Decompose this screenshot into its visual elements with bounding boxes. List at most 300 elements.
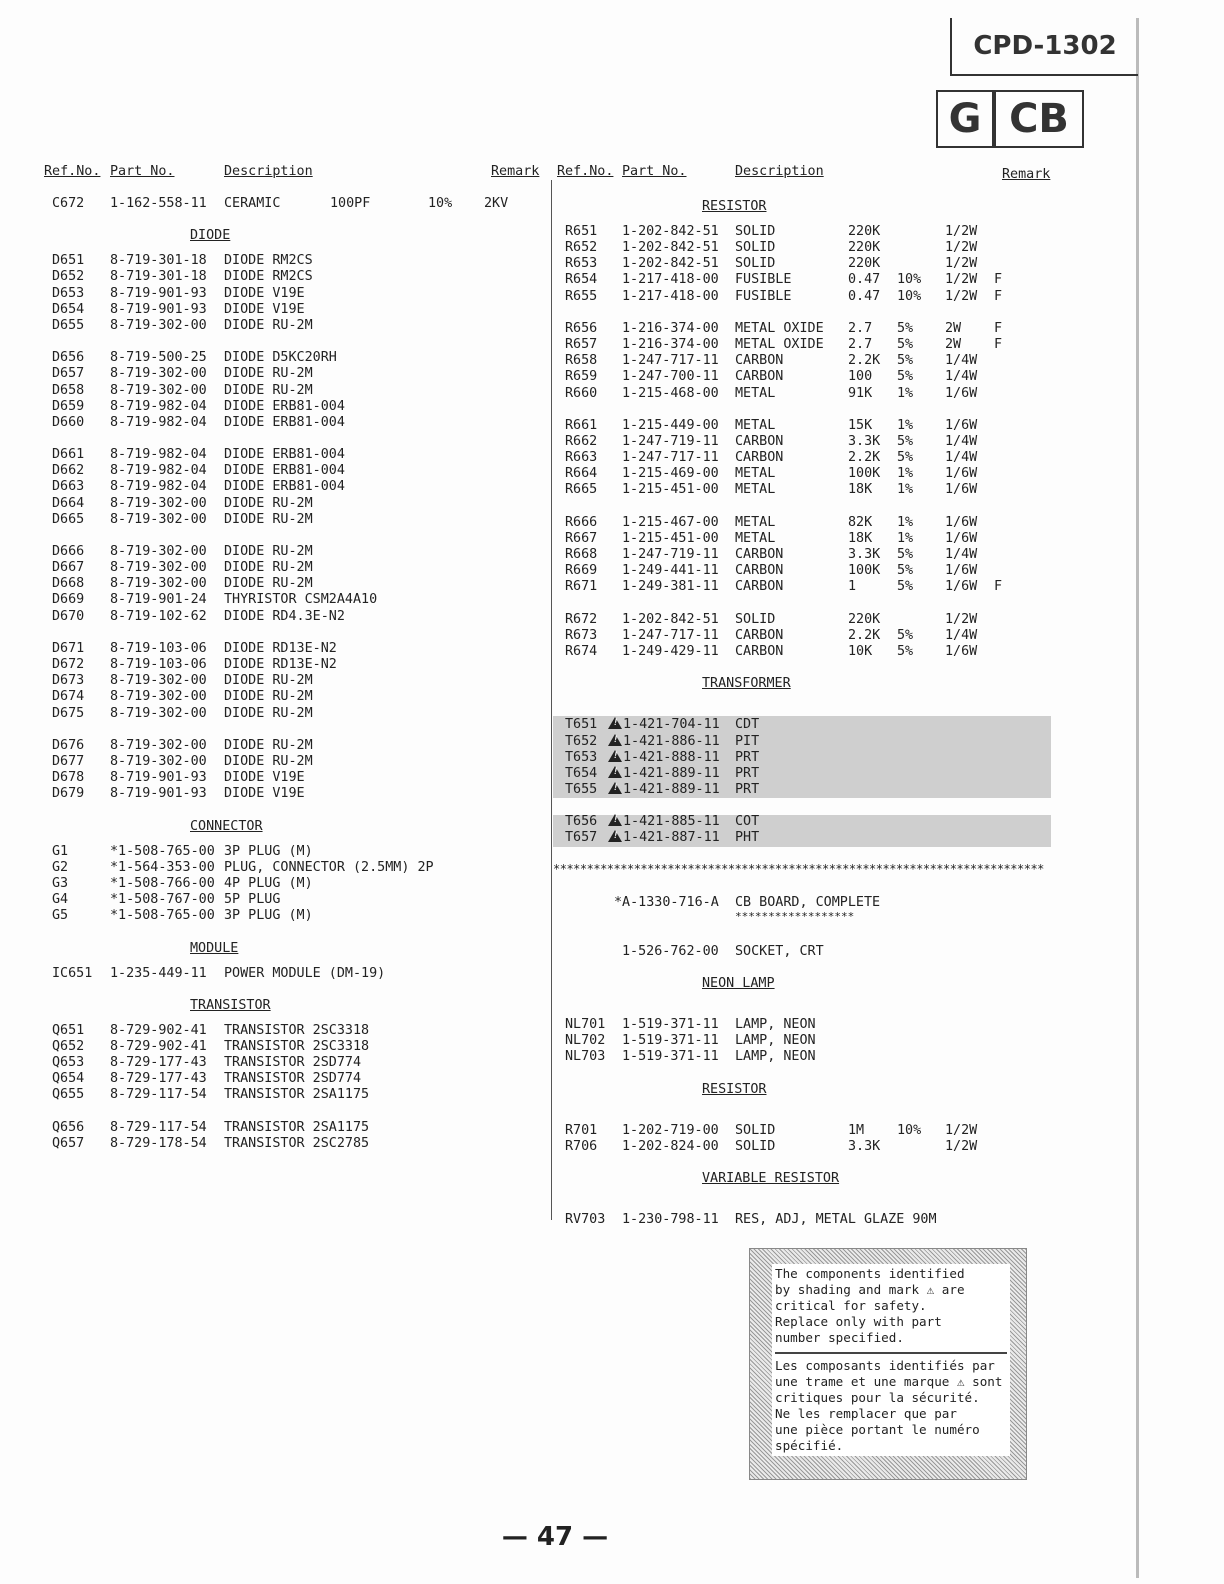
ref-no: D662 (52, 463, 85, 479)
description: TRANSISTOR 2SA1175 (224, 1087, 370, 1103)
part-number (608, 717, 720, 733)
remark: F (994, 579, 1003, 595)
ref-no: D668 (52, 576, 85, 592)
part-number: 8-729-177-43 (110, 1071, 207, 1087)
separator-line: ************************************************************************* (553, 862, 1044, 876)
description: CARBON (735, 433, 784, 449)
description: LAMP, NEON (735, 1016, 816, 1032)
description: DIODE RU-2M (224, 560, 313, 576)
rating: 1/6W (945, 482, 978, 498)
ref-no: R673 (565, 627, 598, 643)
description: CARBON (735, 450, 784, 466)
tolerance: 10% (897, 288, 922, 304)
col-desc-right: Description (735, 164, 824, 179)
ref-no: D671 (52, 640, 85, 656)
tolerance: 5% (897, 563, 914, 579)
part-number: 1-519-371-11 (622, 1033, 719, 1049)
description: 4P PLUG (M) (224, 875, 313, 891)
ref-no: T657 (565, 830, 598, 846)
value: 82K (848, 514, 873, 530)
description: TRANSISTOR 2SC2785 (224, 1135, 370, 1151)
description: DIODE RU-2M (224, 673, 313, 689)
description: 3P PLUG (M) (224, 843, 313, 859)
ref-no: D666 (52, 544, 85, 560)
description: PIT (735, 733, 760, 749)
description: METAL (735, 482, 776, 498)
ref-no: Q651 (52, 1022, 85, 1038)
part-number: 1-202-842-51 (622, 240, 719, 256)
ref-no: D673 (52, 673, 85, 689)
col-remark-left: Remark (491, 164, 540, 179)
ref-no: D664 (52, 495, 85, 511)
part-number: 1-247-700-11 (622, 369, 719, 385)
ref-no: R665 (565, 482, 598, 498)
description: DIODE RU-2M (224, 705, 313, 721)
description: PRT (735, 749, 760, 765)
description: DIODE ERB81-004 (224, 447, 345, 463)
rating: 1/6W (945, 530, 978, 546)
ref-no: D674 (52, 689, 85, 705)
part-number: 8-719-982-04 (110, 398, 207, 414)
description: PRT (735, 765, 760, 781)
value: 220K (848, 224, 881, 240)
part-number: 1-202-842-51 (622, 224, 719, 240)
description: CB BOARD, COMPLETE (735, 895, 881, 911)
tolerance: 5% (897, 547, 914, 563)
value: 3.3K (848, 1138, 881, 1154)
ref-no: D670 (52, 608, 85, 624)
part-number: 1-202-824-00 (622, 1138, 719, 1154)
ref-no: D672 (52, 657, 85, 673)
part-number: 8-719-302-00 (110, 673, 207, 689)
ref-no: IC651 (52, 965, 93, 981)
value: 2.2K (848, 450, 881, 466)
col-desc-left: Description (224, 164, 313, 179)
part-number: 8-719-500-25 (110, 350, 207, 366)
description: METAL (735, 514, 776, 530)
description: POWER MODULE (DM-19) (224, 965, 386, 981)
description: DIODE RU-2M (224, 753, 313, 769)
ref-no: D660 (52, 414, 85, 430)
description: DIODE RU-2M (224, 576, 313, 592)
description: DIODE RU-2M (224, 382, 313, 398)
description: SOLID (735, 256, 776, 272)
ref-no: D652 (52, 269, 85, 285)
value: 2.2K (848, 627, 881, 643)
description: SOLID (735, 611, 776, 627)
rating: 1/2W (945, 611, 978, 627)
part-number: 1-247-717-11 (622, 627, 719, 643)
part-number: 1-249-429-11 (622, 643, 719, 659)
ref-no: R658 (565, 353, 598, 369)
part-number: 1-235-449-11 (110, 965, 207, 981)
ref-no: D677 (52, 753, 85, 769)
part-number: 1-215-451-00 (622, 482, 719, 498)
description: CARBON (735, 369, 784, 385)
part-number: *1-508-766-00 (110, 875, 215, 891)
description: CERAMIC (224, 196, 281, 211)
description: SOLID (735, 224, 776, 240)
description: METAL OXIDE (735, 337, 824, 353)
safety-warning-icon (608, 766, 622, 778)
rating: 1/6W (945, 579, 978, 595)
ref-no: G5 (52, 908, 69, 924)
rating: 1/2W (945, 1122, 978, 1138)
board-label-g: G (936, 90, 994, 148)
ref-no: R701 (565, 1122, 598, 1138)
ref-no: D657 (52, 366, 85, 382)
description: DIODE RU-2M (224, 511, 313, 527)
description: DIODE ERB81-004 (224, 479, 345, 495)
description: DIODE D5KC20RH (224, 350, 337, 366)
ref-no: R666 (565, 514, 598, 530)
description: DIODE RD13E-N2 (224, 657, 337, 673)
ref-no: R659 (565, 369, 598, 385)
section-heading: MODULE (190, 940, 239, 956)
rating: 1/4W (945, 547, 978, 563)
safety-note-fr: Les composants identifiés par une trame et une marque ⚠ sont critiques pour la sécurité. Ne les remplacer que par une pièce portant le numéro spécifié. (775, 1352, 1007, 1454)
section-heading: RESISTOR (702, 1081, 767, 1097)
part-number: 8-719-901-93 (110, 770, 207, 786)
section-heading: RESISTOR (702, 199, 767, 214)
part-number: 1-526-762-00 (622, 943, 719, 959)
part-number: 1-519-371-11 (622, 1049, 719, 1065)
rating: 2W (945, 337, 962, 353)
part-number: 1-247-717-11 (622, 450, 719, 466)
ref-no: R657 (565, 337, 598, 353)
description: METAL (735, 385, 776, 401)
part-number: 8-719-302-00 (110, 317, 207, 333)
description: DIODE ERB81-004 (224, 463, 345, 479)
tolerance: 1% (897, 385, 914, 401)
description: METAL (735, 417, 776, 433)
description: CARBON (735, 643, 784, 659)
part-number: 1-519-371-11 (622, 1016, 719, 1032)
tolerance: 1% (897, 417, 914, 433)
part-number-text: 1-421-889-11 (623, 782, 720, 797)
part-number: 8-719-982-04 (110, 479, 207, 495)
remark: F (994, 337, 1003, 353)
description: 3P PLUG (M) (224, 908, 313, 924)
description: LAMP, NEON (735, 1033, 816, 1049)
description: PRT (735, 782, 760, 797)
description: CARBON (735, 627, 784, 643)
description: DIODE RU-2M (224, 737, 313, 753)
tolerance: 1% (897, 514, 914, 530)
rating: 1/4W (945, 353, 978, 369)
part-number: 8-719-103-06 (110, 657, 207, 673)
ref-no: R654 (565, 272, 598, 288)
part-number: 8-719-302-00 (110, 576, 207, 592)
rating: 1/4W (945, 369, 978, 385)
part-number: 1-215-451-00 (622, 530, 719, 546)
ref-no: D661 (52, 447, 85, 463)
part-number: 1-247-719-11 (622, 547, 719, 563)
part-number-text: 1-421-886-11 (623, 733, 720, 749)
part-number: 1-202-719-00 (622, 1122, 719, 1138)
part-number (608, 830, 720, 846)
value: 100 (848, 369, 873, 385)
part-number: 1-202-842-51 (622, 256, 719, 272)
description: DIODE V19E (224, 770, 305, 786)
rating: 1/6W (945, 417, 978, 433)
part-number: 1-249-381-11 (622, 579, 719, 595)
ref-no: R655 (565, 288, 598, 304)
section-heading: DIODE (190, 228, 231, 244)
part-number: 8-719-302-00 (110, 753, 207, 769)
description: SOCKET, CRT (735, 943, 824, 959)
value: 3.3K (848, 547, 881, 563)
part-number: 8-719-102-62 (110, 608, 207, 624)
value: 1 (848, 579, 857, 595)
description: CARBON (735, 579, 784, 595)
value: 2.7 (848, 320, 873, 336)
value: 220K (848, 256, 881, 272)
part-number: 1-162-558-11 (110, 196, 207, 211)
description: DIODE RU-2M (224, 366, 313, 382)
page-edge (1136, 18, 1139, 1578)
safety-warning-icon (608, 750, 622, 762)
ref-no: R651 (565, 224, 598, 240)
safety-warning-icon (608, 814, 622, 826)
ref-no: G3 (52, 875, 69, 891)
ref-no: R667 (565, 530, 598, 546)
col-part-right: Part No. (622, 164, 687, 179)
tolerance: 5% (897, 353, 914, 369)
description: CDT (735, 717, 760, 733)
ref-no: D656 (52, 350, 85, 366)
rating: 2W (945, 320, 962, 336)
part-number-text: 1-421-888-11 (623, 749, 720, 765)
ref-no: R662 (565, 433, 598, 449)
model-number: CPD-1302 (950, 18, 1138, 76)
description: SOLID (735, 1138, 776, 1154)
value: 91K (848, 385, 873, 401)
part-number: 8-719-901-93 (110, 786, 207, 802)
ref-no: D663 (52, 479, 85, 495)
description: RES, ADJ, METAL GLAZE 90M (735, 1212, 937, 1228)
description: PLUG, CONNECTOR (2.5MM) 2P (224, 859, 434, 875)
safety-note-en: The components identified by shading and mark ⚠ are critical for safety. Replace only with part number specified. (775, 1266, 965, 1345)
part-number: *1-508-765-00 (110, 908, 215, 924)
description: DIODE V19E (224, 301, 305, 317)
part-number: 8-719-302-00 (110, 544, 207, 560)
rating: 1/4W (945, 433, 978, 449)
description: DIODE V19E (224, 285, 305, 301)
tolerance: 10% (897, 272, 922, 288)
part-number: 8-719-301-18 (110, 269, 207, 285)
part-number: 8-719-982-04 (110, 414, 207, 430)
ref-no: T656 (565, 814, 598, 830)
value: 18K (848, 482, 873, 498)
ref-no: D653 (52, 285, 85, 301)
part-number: 1-247-717-11 (622, 353, 719, 369)
ref-no: C672 (52, 196, 85, 211)
ref-no: T652 (565, 733, 598, 749)
ref-no: Q657 (52, 1135, 85, 1151)
part-number: 1-216-374-00 (622, 337, 719, 353)
description: 5P PLUG (224, 892, 281, 908)
ref-no: R663 (565, 450, 598, 466)
description: TRANSISTOR 2SA1175 (224, 1119, 370, 1135)
rating: 1/4W (945, 450, 978, 466)
part-number: 8-719-901-93 (110, 301, 207, 317)
description: DIODE RD4.3E-N2 (224, 608, 345, 624)
part-number: 8-719-103-06 (110, 640, 207, 656)
tolerance: 1% (897, 466, 914, 482)
ref-no: D659 (52, 398, 85, 414)
part-number: 8-729-177-43 (110, 1055, 207, 1071)
rating: 1/2W (945, 256, 978, 272)
rating: 1/2W (945, 288, 978, 304)
part-number: 8-719-901-93 (110, 285, 207, 301)
part-number: 1-249-441-11 (622, 563, 719, 579)
description: PHT (735, 830, 760, 846)
description: DIODE ERB81-004 (224, 398, 345, 414)
page-number: — 47 — (501, 1522, 609, 1552)
part-number: 8-719-982-04 (110, 447, 207, 463)
part-number: 1-215-467-00 (622, 514, 719, 530)
ref-no: D651 (52, 253, 85, 269)
ref-no: G4 (52, 892, 69, 908)
value: 100K (848, 466, 881, 482)
tolerance: 10% (897, 1122, 922, 1138)
ref-no: R653 (565, 256, 598, 272)
description: COT (735, 814, 760, 830)
description: THYRISTOR CSM2A4A10 (224, 592, 378, 608)
ref-no: R664 (565, 466, 598, 482)
ref-no: R706 (565, 1138, 598, 1154)
rating: 1/6W (945, 385, 978, 401)
safety-warning-icon (608, 782, 622, 794)
value: 1M (848, 1122, 865, 1138)
description: TRANSISTOR 2SC3318 (224, 1022, 370, 1038)
part-number: 1-217-418-00 (622, 288, 719, 304)
part-number: 8-729-117-54 (110, 1087, 207, 1103)
ref-no: D667 (52, 560, 85, 576)
tolerance: 5% (897, 579, 914, 595)
ref-no: D655 (52, 317, 85, 333)
description: DIODE RU-2M (224, 689, 313, 705)
remark: F (994, 272, 1003, 288)
description: DIODE RU-2M (224, 495, 313, 511)
description: DIODE ERB81-004 (224, 414, 345, 430)
part-number: *1-508-767-00 (110, 892, 215, 908)
ref-no: NL702 (565, 1033, 606, 1049)
column-divider (551, 180, 552, 1220)
part-number-text: 1-421-704-11 (623, 717, 720, 733)
ref-no: T651 (565, 717, 598, 733)
part-number: 1-215-468-00 (622, 385, 719, 401)
rating: 1/6W (945, 643, 978, 659)
ref-no: R660 (565, 385, 598, 401)
rating: 1/6W (945, 466, 978, 482)
description: METAL OXIDE (735, 320, 824, 336)
ref-no: R668 (565, 547, 598, 563)
board-label-cb: CB (994, 90, 1084, 148)
tolerance: 5% (897, 643, 914, 659)
safety-warning-icon (608, 830, 622, 842)
description: DIODE RM2CS (224, 269, 313, 285)
description: TRANSISTOR 2SC3318 (224, 1039, 370, 1055)
description: SOLID (735, 240, 776, 256)
description: FUSIBLE (735, 288, 792, 304)
part-number: 8-729-902-41 (110, 1022, 207, 1038)
part-number: 1-217-418-00 (622, 272, 719, 288)
value: 18K (848, 530, 873, 546)
part-number: *A-1330-716-A (614, 895, 719, 911)
ref-no: G2 (52, 859, 69, 875)
description: SOLID (735, 1122, 776, 1138)
part-number: 8-719-302-00 (110, 705, 207, 721)
col-ref-left: Ref.No. (44, 164, 101, 179)
part-number: 8-719-302-00 (110, 366, 207, 382)
rating: 1/4W (945, 627, 978, 643)
part-number (608, 766, 720, 782)
ref-no: R674 (565, 643, 598, 659)
ref-no: R669 (565, 563, 598, 579)
value: 0.47 (848, 288, 881, 304)
part-number-text: 1-421-887-11 (623, 830, 720, 846)
ref-no: Q655 (52, 1087, 85, 1103)
part-number: 8-719-302-00 (110, 689, 207, 705)
part-number: 1-247-719-11 (622, 433, 719, 449)
safety-note (772, 1264, 1010, 1456)
description: FUSIBLE (735, 272, 792, 288)
rating: 1/2W (945, 1138, 978, 1154)
part-number-text: 1-421-889-11 (623, 765, 720, 781)
value: 100PF (330, 196, 371, 211)
part-number: 8-719-302-00 (110, 511, 207, 527)
ref-no: D676 (52, 737, 85, 753)
description: DIODE RM2CS (224, 253, 313, 269)
description: METAL (735, 466, 776, 482)
part-number: *1-508-765-00 (110, 843, 215, 859)
tolerance: 5% (897, 369, 914, 385)
tolerance: 1% (897, 482, 914, 498)
value: 2.2K (848, 353, 881, 369)
ref-no: Q656 (52, 1119, 85, 1135)
section-heading: CONNECTOR (190, 818, 263, 834)
col-remark-right: Remark (1002, 167, 1051, 182)
ref-no: G1 (52, 843, 69, 859)
rating: 1/2W (945, 272, 978, 288)
section-heading: VARIABLE RESISTOR (702, 1171, 840, 1187)
description: DIODE RD13E-N2 (224, 640, 337, 656)
ref-no: R656 (565, 320, 598, 336)
part-number: 1-230-798-11 (622, 1212, 719, 1228)
part-number: *1-564-353-00 (110, 859, 215, 875)
part-number: 8-719-982-04 (110, 463, 207, 479)
section-heading: TRANSISTOR (190, 997, 271, 1013)
remark: F (994, 320, 1003, 336)
part-number: 1-215-469-00 (622, 466, 719, 482)
value: 0.47 (848, 272, 881, 288)
description: CARBON (735, 563, 784, 579)
part-number: 8-719-302-00 (110, 737, 207, 753)
rating: 1/2W (945, 240, 978, 256)
ref-no: D669 (52, 592, 85, 608)
part-number (608, 750, 720, 766)
value: 10K (848, 643, 873, 659)
part-number: 1-202-842-51 (622, 611, 719, 627)
ref-no: D678 (52, 770, 85, 786)
description: CARBON (735, 547, 784, 563)
col-part-left: Part No. (110, 164, 175, 179)
part-number (608, 814, 720, 830)
ref-no: D665 (52, 511, 85, 527)
part-number: 1-216-374-00 (622, 320, 719, 336)
